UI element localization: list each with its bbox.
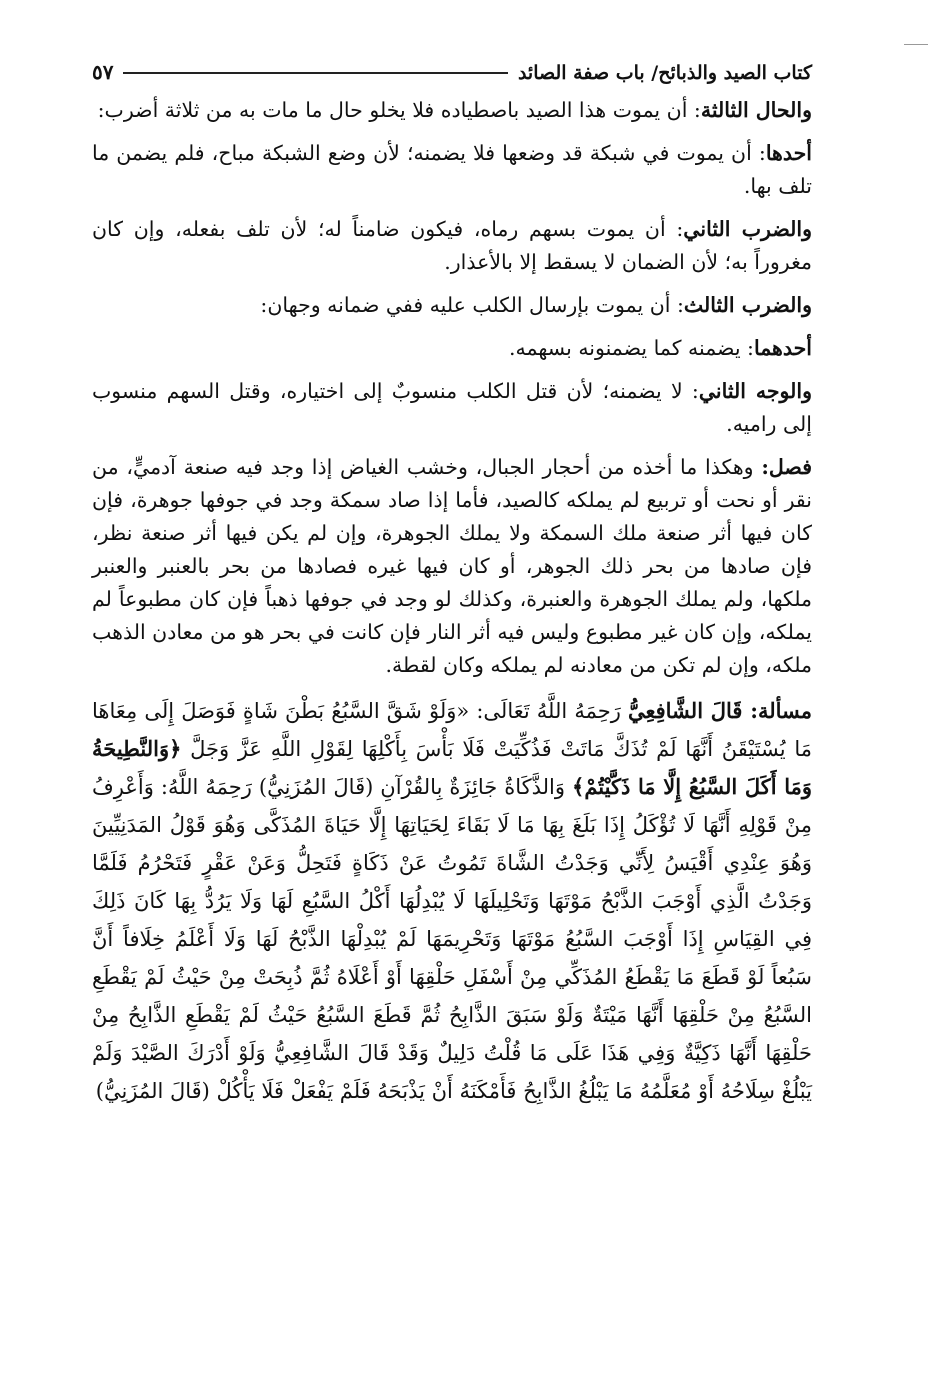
paragraph-lead: والحال الثالثة <box>700 98 812 122</box>
paragraph-fasl <box>92 451 812 682</box>
paragraph-third-kind <box>92 289 812 322</box>
paragraph-lead: فصل: <box>761 455 812 479</box>
masala-lead: مسألة: قَالَ الشَّافِعِيُّ <box>627 698 812 723</box>
paragraph-lead: والضرب الثاني <box>683 217 812 241</box>
masala-text-2: وَالذَّكَاةُ جَائِزَةٌ بِالقُرْآنِ (قَالَ المُزَنِيُّ) رَحِمَهُ اللَّهُ: وَأَعْرِفُ مِنْ قَوْلِهِ أَنَّهَا لَا تُؤْكَلُ إِذَا بَلَغَ بِهَا مَا لَا بَقَاءَ لِحَيَاتِهَا إِلَّا حَيَاةَ المُذَكَّى وَهُوَ قَوْلُ المَدَنِيِّينَ وَهُوَ عِنْدِي أَقْيَسُ لِأَنِّي وَجَدْتُ الشَّاةَ تَمُوتُ عَنْ ذَكَاةٍ فَتَحِلُّ وَعَنْ عَقْرٍ فَتَحْرُمُ فَلَمَّا وَجَدْتُ الَّذِي أَوْجَبَ الذَّبْحُ مَوْتَهَا وَتَحْلِيلَهَا لَا يُبْدِلُهَا أَكْلُ السَّبُعِ لَهَا وَلَا يَرُدُّ بِهَا كَانَ ذَلِكَ فِي القِيَاسِ إِذَا أَوْجَبَ السَّبُعُ مَوْتَهَا وَتَحْرِيمَهَا لَمْ يُبْدِلْهَا الذَّبْحُ لَهَا وَلَا أَعْلَمُ خِلَافاً أَنَّ سَبُعاً لَوْ قَطَعَ مَا يَقْطَعُ المُذَكِّي مِنْ أَسْفَلِ حَلْقِهَا أَوْ أَعْلَاهُ ثُمَّ ذُبِحَتْ مِنْ حَيْثُ لَمْ يَقْطَعِ السَّبُعُ مِنْ حَلْقِهَا أَنَّهَا مَيْتَةٌ وَلَوْ سَبَقَ الذَّابِحُ ثُمَّ قَطَعَ السَّبُعُ حَيْثُ لَمْ يَقْطَعِ الذَّابِحُ مِنْ حَلْقِهَا أَنَّهَا ذَكِيَّةٌ وَفِي هَذَا عَلَى مَا قُلْتُ دَلِيلٌ وَقَدْ قَالَ الشَّافِعِيُّ وَلَوْ أَدْرَكَ الصَّيْدَ وَلَمْ يَبْلُغْ سِلَاحُهُ أَوْ مُعَلَّمُهُ مَا يَبْلُغُ الذَّابِحُ فَأَمْكَنَهُ أَنْ يَذْبَحَهُ فَلَمْ يَفْعَلْ فَلَا يَأْكُلْ (قَالَ المُزَنِيُّ) <box>92 775 812 1103</box>
masala-text-1: رَحِمَهُ اللَّهُ تَعَالَى: «وَلَوْ شَقَّ السَّبُعُ بَطْنَ شَاةٍ فَوَصَلَ إِلَى مِعَاهَا مَا يُسْتَيْقَنُ أَنَّهَا لَمْ تُذَكَّ مَاتَتْ فَذُكِّيَتْ فَلَا بَأْسَ بِأَكْلِهَا لِقَوْلِ اللَّهِ عَزَّ وَجَلَّ <box>92 699 812 761</box>
quran-verse: ﴿وَالنَّطِيحَةُ وَمَا أَكَلَ السَّبُعُ إِلَّا مَا ذَكَّيْتُمْ﴾ <box>92 736 812 799</box>
paragraph-lead: والوجه الثاني <box>698 379 812 403</box>
paragraph-first-view <box>92 332 812 365</box>
paragraph-second-kind <box>92 213 812 279</box>
paragraph-lead: أحدها <box>765 141 812 165</box>
paragraph-text: : أن يموت بإرسال الكلب عليه ففي ضمانه وجهان: <box>260 293 684 317</box>
paragraph-lead: والضرب الثالث <box>683 293 812 317</box>
paragraph-text: : أن يموت في شبكة قد وضعها فلا يضمنه؛ لأن وضع الشبكة مباح، فلم يضمن ما تلف بها. <box>92 141 812 198</box>
paragraph-third-case <box>92 94 812 127</box>
paragraph-text: : أن يموت بسهم رماه، فيكون ضامناً له؛ لأن تلف بفعله، وإن كان مغروراً به؛ لأن الضمان لا يسقط إلا بالأعذار. <box>92 217 812 274</box>
paragraph-text: : أن يموت هذا الصيد باصطياده فلا يخلو حال ما مات به من ثلاثة أضرب: <box>97 98 701 122</box>
book-page <box>92 60 812 1110</box>
paragraph-first <box>92 137 812 203</box>
paragraph-masala <box>92 692 812 1110</box>
paragraph-lead: أحدهما <box>753 336 812 360</box>
paragraph-second-view <box>92 375 812 441</box>
header-rule <box>123 72 507 74</box>
page-number: ٥٧ <box>92 60 114 84</box>
running-header <box>92 60 812 94</box>
header-title: كتاب الصيد والذبائح/ باب صفة الصائد <box>517 62 812 84</box>
margin-tick <box>904 44 928 45</box>
paragraph-text: وهكذا ما أخذه من أحجار الجبال، وخشب الغياض إذا وجد فيه صنعة آدميٍّ، من نقر أو نحت أو تربيع لم يملكه كالصيد، فأما إذا صاد سمكة وجد في جوفها جوهرة، فإن كان فيها أثر صنعة ملك السمكة ولا يملك الجوهرة، وإن لم يكن فيها أثر صنعة نظر، فإن صادها من بحر ذلك الجوهر، أو كان فيها غيره فصادها من بحر بالعنبر والعنبر ملكها، ولم يملك الجوهرة والعنبرة، وكذلك لو وجد في جوفها ذهباً فإن كان مطبوعاً لم يملكه، وإن كان غير مطبوع وليس فيه أثر النار فإن كانت في بحر هو من معادن الذهب ملكه، وإن لم تكن من معادنه لم يملكه وكان لقطة. <box>92 455 812 677</box>
paragraph-text: : يضمنه كما يضمنونه بسهمه. <box>509 336 754 360</box>
paragraph-text: : لا يضمنه؛ لأن قتل الكلب منسوبٌ إلى اختياره، وقتل السهم منسوب إلى راميه. <box>92 379 812 436</box>
